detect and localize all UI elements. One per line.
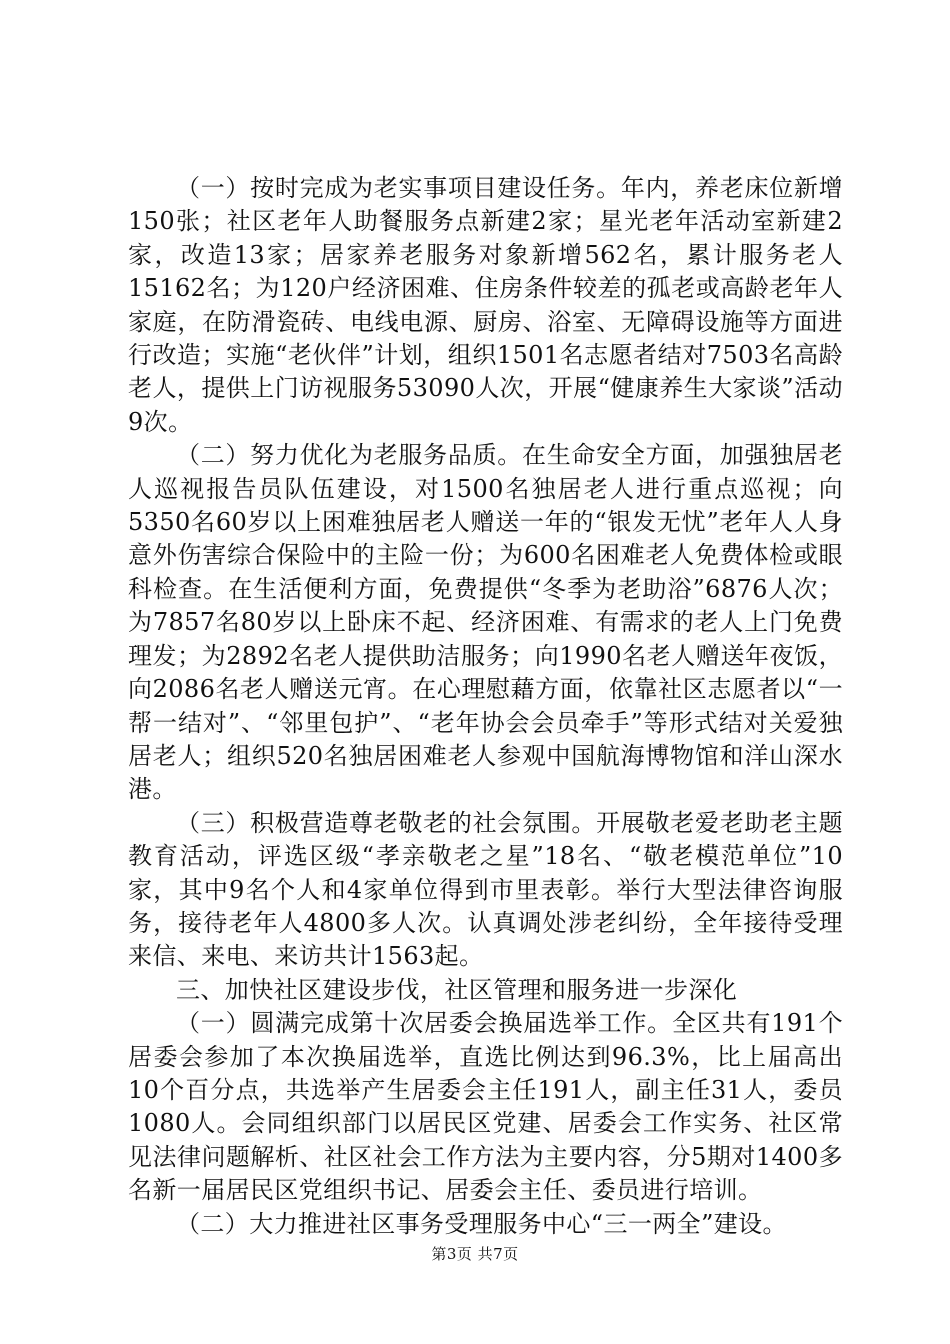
paragraph-election: （一）圆满完成第十次居委会换届选举工作。全区共有191个居委会参加了本次换届选举，直选比例达到96.3%，比上届高出10个百分点，共选举产生居委会主任191人，副主任31人，委员1080人。会同组织部门以居民区党建、居委会工作实务、社区常见法律问题解析、社区社会工作方法为主要内容，分5期对1400多名新一届居民区党组织书记、居委会主任、委员进行培训。 xyxy=(128,1009,843,1205)
page-number: 第3页 共7页 xyxy=(431,1245,519,1263)
document-body xyxy=(128,172,843,1241)
paragraph-elderly-projects: （一）按时完成为老实事项目建设任务。年内，养老床位新增150张；社区老年人助餐服务点新建2家；星光老年活动室新建2家，改造13家；居家养老服务对象新增562名，累计服务老人15162名；为120户经济困难、住房条件较差的孤老或高龄老年人家庭，在防滑瓷砖、电线电源、厨房、浴室、无障碍设施等方面进行改造；实施“老伙伴”计划，组织1501名志愿者结对7503名高龄老人，提供上门访视服务53090人次，开展“健康养生大家谈”活动9次。 xyxy=(128,174,843,436)
paragraph-service-center: （二）大力推进社区事务受理服务中心“三一两全”建设。 xyxy=(176,1209,787,1238)
paragraph-respect-elderly: （三）积极营造尊老敬老的社会氛围。开展敬老爱老助老主题教育活动，评选区级“孝亲敬老之星”18名、“敬老模范单位”10家，其中9名个人和4家单位得到市里表彰。举行大型法律咨询服务，接待老年人4800多人次。认真调处涉老纠纷，全年接待受理来信、来电、来访共计1563起。 xyxy=(128,808,843,971)
section-heading-community: 三、加快社区建设步伐，社区管理和服务进一步深化 xyxy=(176,975,738,1004)
paragraph-elderly-services: （二）努力优化为老服务品质。在生命安全方面，加强独居老人巡视报告员队伍建设，对1500名独居老人进行重点巡视；向5350名60岁以上困难独居老人赠送一年的“银发无忧”老年人人身意外伤害综合保险中的主险一份；为600名困难老人免费体检或眼科检查。在生活便利方面，免费提供“冬季为老助浴”6876人次；为7857名80岁以上卧床不起、经济困难、有需求的老人上门免费理发；为2892名老人提供助洁服务；向1990名老人赠送年夜饭，向2086名老人赠送元宵。在心理慰藉方面，依靠社区志愿者以“一帮一结对”、“邻里包护”、“老年协会会员牵手”等形式结对关爱独居老人；组织520名独居困难老人参观中国航海博物馆和洋山深水港。 xyxy=(128,441,843,804)
